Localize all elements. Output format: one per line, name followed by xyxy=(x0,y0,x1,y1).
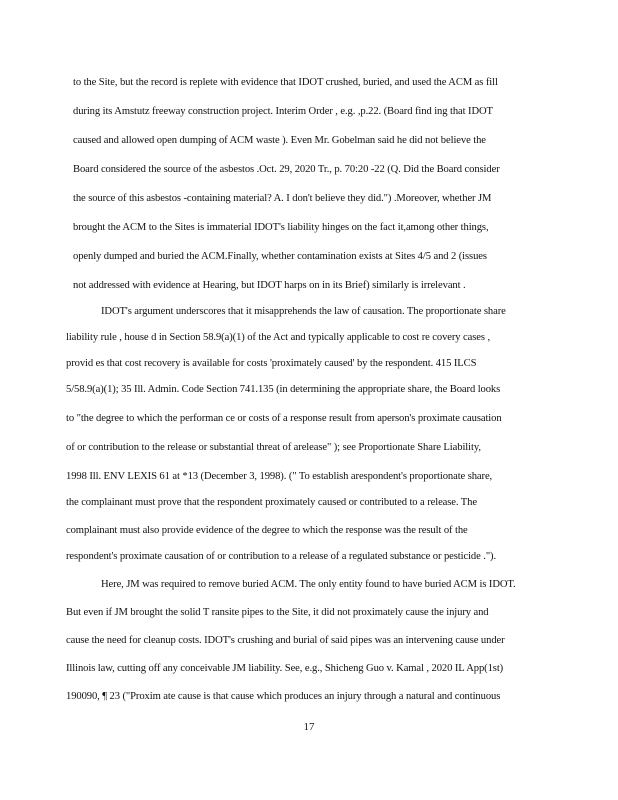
text-line: 1998 Ill. ENV LEXIS 61 at *13 (December 3, 1998). (" To establish arespondent's proportionate share, xyxy=(66,471,493,482)
text-line: not addressed with evidence at Hearing, but IDOT harps on in its Brief) similarly is irrelevant . xyxy=(73,280,466,291)
text-line: brought the ACM to the Sites is immaterial IDOT's liability hinges on the fact it,among other things, xyxy=(73,222,489,233)
text-line: respondent's proximate causation of or contribution to a release of a regulated substance or pesticide ."). xyxy=(66,551,497,562)
text-line: during its Amstutz freeway construction project. Interim Order , e.g. ,p.22. (Board find ing that IDOT xyxy=(73,106,493,117)
text-line: But even if JM brought the solid T ransite pipes to the Site, it did not proximately cause the injury and xyxy=(66,607,489,618)
text-line: of or contribution to the release or substantial threat of arelease" ); see Proportionate Share Liability, xyxy=(66,442,481,453)
paragraph-first-line: IDOT's argument underscores that it misapprehends the law of causation. The proportionate share xyxy=(101,306,506,317)
text-line: to "the degree to which the performan ce or costs of a response result from aperson's proximate causation xyxy=(66,413,502,424)
text-line: complainant must also provide evidence of the degree to which the response was the result of the xyxy=(66,525,468,536)
text-line: caused and allowed open dumping of ACM waste ). Even Mr. Gobelman said he did not believe the xyxy=(73,135,486,146)
text-line: liability rule , house d in Section 58.9(a)(1) of the Act and typically applicable to cost re covery cases , xyxy=(66,332,490,343)
page-number: 17 xyxy=(303,721,315,733)
text-line: openly dumped and buried the ACM.Finally, whether contamination exists at Sites 4/5 and 2 (issues xyxy=(73,251,487,262)
text-line: Illinois law, cutting off any conceivable JM liability. See, e.g., Shicheng Guo v. Kamal , 2020 IL App(1st) xyxy=(66,663,504,674)
paragraph-first-line: Here, JM was required to remove buried ACM. The only entity found to have buried ACM is IDOT. xyxy=(101,579,516,590)
text-line: provid es that cost recovery is available for costs 'proximately caused' by the respondent. 415 ILCS xyxy=(66,358,477,369)
text-line: 190090, ¶ 23 ("Proxim ate cause is that cause which produces an injury through a natural and continuous xyxy=(66,691,501,702)
text-line: Board considered the source of the asbestos .Oct. 29, 2020 Tr., p. 70:20 -22 (Q. Did the Board consider xyxy=(73,164,500,175)
text-line: cause the need for cleanup costs. IDOT's crushing and burial of said pipes was an intervening cause under xyxy=(66,635,505,646)
text-line: to the Site, but the record is replete with evidence that IDOT crushed, buried, and used the ACM as fill xyxy=(73,77,498,88)
text-line: the source of this asbestos -containing material? A. I don't believe they did.") .Moreover, whether JM xyxy=(73,193,492,204)
text-line: 5/58.9(a)(1); 35 Ill. Admin. Code Section 741.135 (in determining the appropriate share, the Board looks xyxy=(66,384,501,395)
text-line: the complainant must prove that the respondent proximately caused or contributed to a release. The xyxy=(66,497,477,508)
